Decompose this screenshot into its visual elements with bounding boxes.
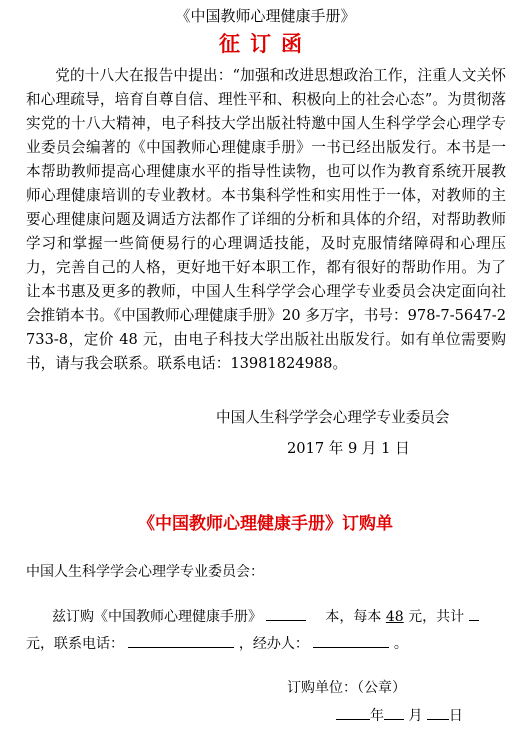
order-unit-text: 本，每本: [325, 609, 382, 625]
letter-paragraph: 党的十八大在报告中提出：“加强和改进思想政治工作，注重人文关怀和心理疏导，培育自尊自信、理性平和、积极向上的社会心态”。为贯彻落实党的十八大精神，电子科技大学出版社特邀中国人生科学学会心理学专业委员会编著的《中国教师心理健康手册》一书已经出版发行。本书是一本帮助教师提高心理健康水平的指导性读物，也可以作为教育系统开展教师心理健康培训的专业教材。本书集科学性和实用性于一体，对教师的主要心理健康问题及调适方法都作了详细的分析和具体的介绍，对帮助教师学习和掌握一些简便易行的心理调适技能，及时克服情绪障碍和心理压力，完善自己的人格，更好地干好本职工作，都有很好的帮助作用。为了让本书惠及更多的教师，中国人生科学学会心理学专业委员会决定面向社会推销本书。《中国教师心理健康手册》20 多万字，书号：978-7-5647-2733-8，定价 48 元，由电子科技大学出版社出版发行。如有单位需要购书，请与我会联系。联系电话：13981824988。: [26, 67, 506, 372]
total-amount-blank[interactable]: [469, 604, 479, 621]
order-form-title: 《中国教师心理健康手册》订购单: [138, 514, 393, 534]
day-blank[interactable]: [427, 703, 449, 720]
signature-organization: 中国人生科学学会心理学专业委员会: [216, 409, 450, 426]
ordering-unit: 订购单位：（公章）: [287, 680, 406, 696]
order-prefix-text: 兹订购《中国教师心理健康手册》: [52, 609, 262, 625]
month-label: 月: [408, 708, 423, 724]
order-price: 48: [385, 609, 404, 625]
quantity-blank[interactable]: [266, 604, 306, 621]
order-recipient: 中国人生科学学会心理学专业委员会：: [26, 564, 264, 580]
day-label: 日: [448, 708, 463, 724]
month-blank[interactable]: [384, 703, 404, 720]
order-line-quantity: [52, 604, 479, 627]
order-total-text: 元，共计: [408, 609, 465, 625]
handler-blank[interactable]: [313, 631, 389, 648]
order-line-end: 。: [393, 636, 408, 652]
order-line-contact: [26, 631, 408, 654]
order-date-line: [336, 703, 463, 726]
year-label: 年: [370, 708, 384, 724]
year-blank[interactable]: [336, 703, 370, 720]
signature-date: 2017 年 9 月 1 日: [287, 440, 410, 457]
phone-blank[interactable]: [128, 631, 234, 648]
letter-body: [26, 64, 506, 376]
letter-title: 征订函: [219, 31, 312, 56]
order-handler-text: ，经办人：: [238, 636, 309, 652]
order-yuan-phone-text: 元，联系电话：: [26, 636, 124, 652]
book-title: 《中国教师心理健康手册》: [175, 7, 356, 25]
